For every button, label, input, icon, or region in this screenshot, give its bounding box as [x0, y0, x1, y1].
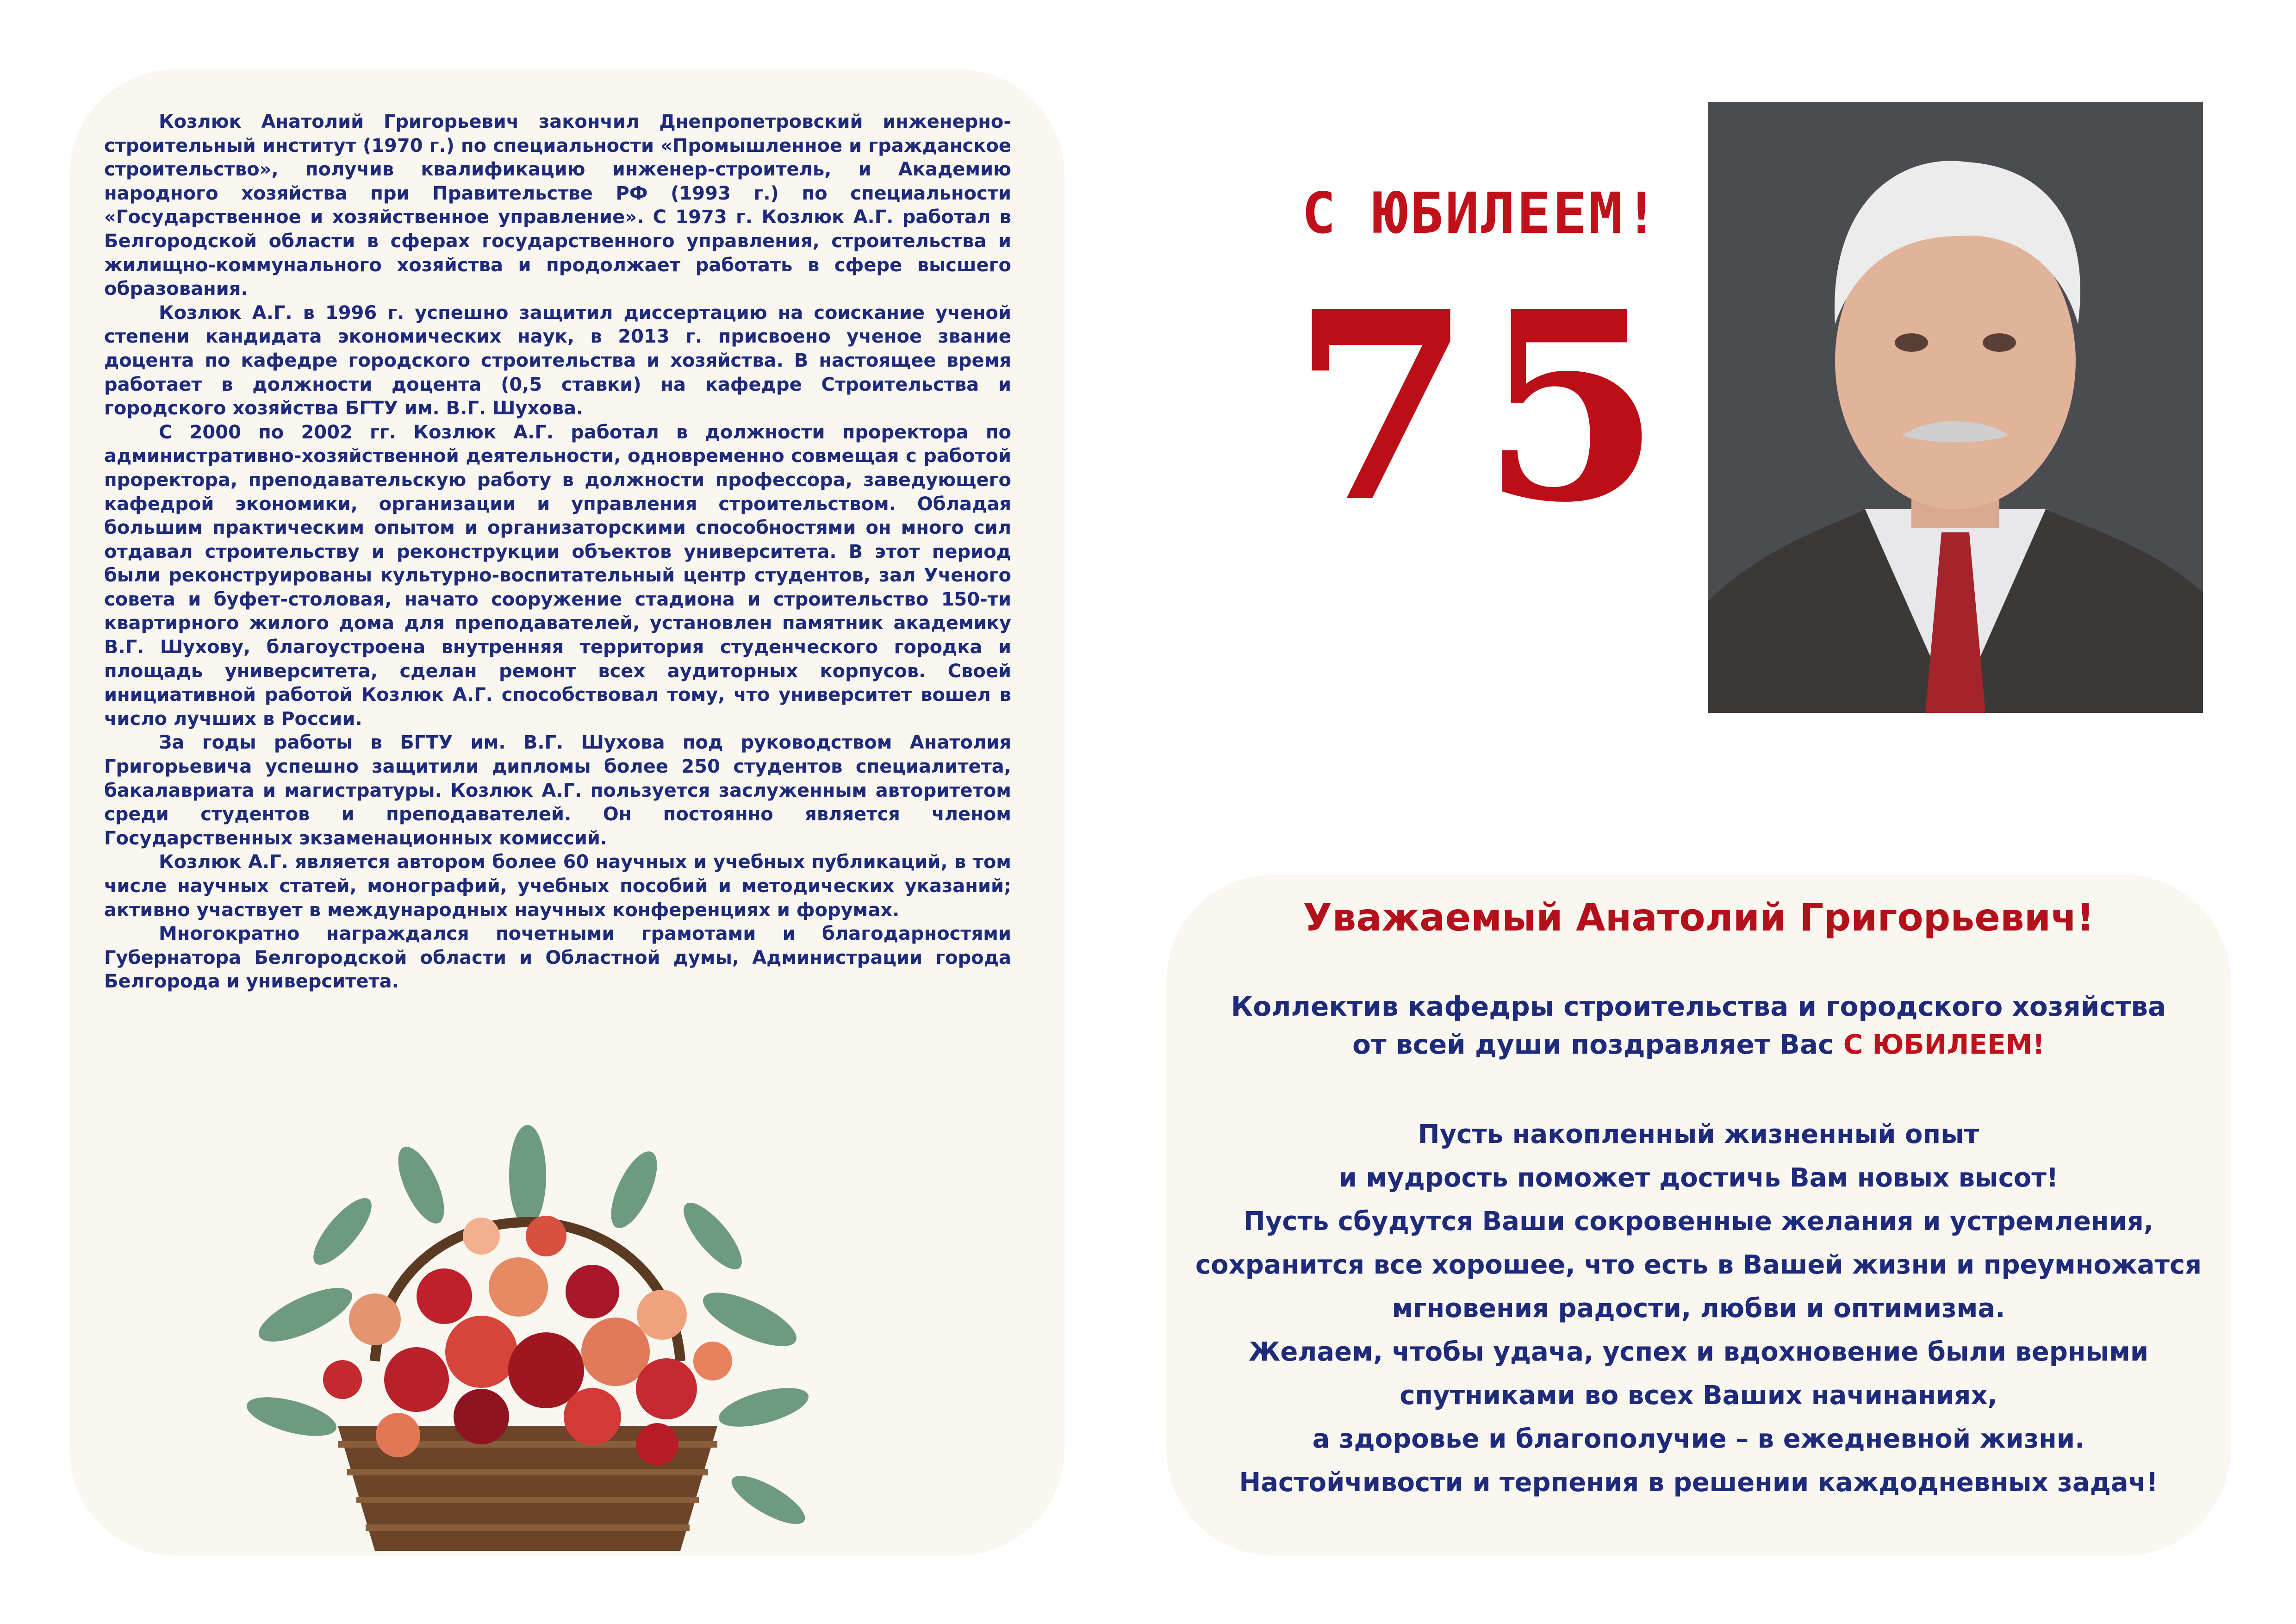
- bio-paragraph: С 2000 по 2002 гг. Козлюк А.Г. работал в должности проректора по административно-хозяйственной деятельности, одновременно совмещая с работой проректора, преподавательскую работу в должности профессора, заведующего кафедрой экономики, организации и управления строительством. Обладая большим практическим опытом и организаторскими способностями он много сил отдавал строительству и реконструкции объектов университета. В этот период были реконструированы культурно-воспитательный центр студентов, зал Ученого совета и буфет-столовая, начато сооружение стадиона и строительство 150-ти квартирного жилого дома для преподавателей, установлен памятник академику В.Г. Шухову, благоустроена внутренняя территория студенческого городка и площадь университета, сделан ремонт всех аудиторных корпусов. Своей инициативной работой Козлюк А.Г. способствовал тому, что университет вошел в число лучших в России.: [104, 421, 1011, 730]
- greeting-intro-line: Коллектив кафедры строительства и городского хозяйства: [1231, 991, 2166, 1022]
- greeting-intro-text: от всей души поздравляет Вас: [1352, 1029, 1843, 1060]
- greeting-wish-line: спутниками во всех Ваших начинаниях,: [1400, 1380, 1997, 1411]
- bio-paragraph: Козлюк А.Г. в 1996 г. успешно защитил диссертацию на соискание ученой степени кандидата экономических наук, в 2013 г. присвоено ученое звание доцента по кафедре городского строительства и хозяйства. В настоящее время работает в должности доцента (0,5 ставки) на кафедре Строительства и городского хозяйства БГТУ им. В.Г. Шухова.: [104, 302, 1011, 419]
- greeting-title: Уважаемый Анатолий Григорьевич!: [1303, 896, 2094, 940]
- greeting-jubilee-highlight: С ЮБИЛЕЕМ!: [1843, 1029, 2045, 1060]
- age-number: 75: [1291, 255, 1671, 560]
- portrait-illustration: [1708, 102, 2203, 713]
- greeting-wish-line: мгновения радости, любви и оптимизма.: [1392, 1293, 2005, 1324]
- portrait-photo: [1708, 102, 2203, 713]
- jubilee-heading: С ЮБИЛЕЕМ!: [1301, 181, 1661, 246]
- greeting-wish-line: а здоровье и благополучие – в ежедневной жизни.: [1312, 1424, 2085, 1454]
- bio-paragraph: Козлюк А.Г. является автором более 60 научных и учебных публикаций, в том числе научных статей, монографий, учебных пособий и методических указаний; активно участвует в международных научных конференциях и форумах.: [104, 851, 1011, 921]
- greeting-wish-line: Желаем, чтобы удача, успех и вдохновение были верными: [1248, 1337, 2149, 1367]
- flower-basket-image: [222, 1120, 833, 1574]
- biography-text: [104, 110, 1011, 994]
- bio-paragraph: За годы работы в БГТУ им. В.Г. Шухова под руководством Анатолия Григорьевича успешно защитили дипломы более 250 студентов специалитета, бакалавриата и магистратуры. Козлюк А.Г. пользуется заслуженным авторитетом среди студентов и преподавателей. Он постоянно является членом Государственных экзаменационных комиссий.: [104, 732, 1011, 849]
- greeting-wish-line: сохранится все хорошее, что есть в Вашей жизни и преумножатся: [1195, 1250, 2202, 1280]
- greeting-wish-line: Пусть сбудутся Ваши сокровенные желания и устремления,: [1243, 1206, 2154, 1237]
- greeting-wish-line: и мудрость поможет достичь Вам новых высот!: [1338, 1163, 2059, 1193]
- greeting-wish-line: Настойчивости и терпения в решении каждодневных задач!: [1239, 1468, 2158, 1498]
- greeting-wish-line: Пусть накопленный жизненный опыт: [1418, 1119, 1979, 1149]
- bio-paragraph: Многократно награждался почетными грамотами и благодарностями Губернатора Белгородской области и Областной думы, Администрации города Белгорода и университета.: [104, 923, 1011, 993]
- bio-paragraph: Козлюк Анатолий Григорьевич закончил Днепропетровский инженерно-строительный институт (1970 г.) по специальности «Промышленное и гражданское строительство», получив квалификацию инженер-строитель, и Академию народного хозяйства при Правительстве РФ (1993 г.) по специальности «Государственное и хозяйственное управление». С 1973 г. Козлюк А.Г. работал в Белгородской области в сферах государственного управления, строительства и жилищно-коммунального хозяйства и продолжает работать в сфере высшего образования.: [104, 111, 1011, 300]
- greeting-intro-line: [1166, 1029, 2231, 1060]
